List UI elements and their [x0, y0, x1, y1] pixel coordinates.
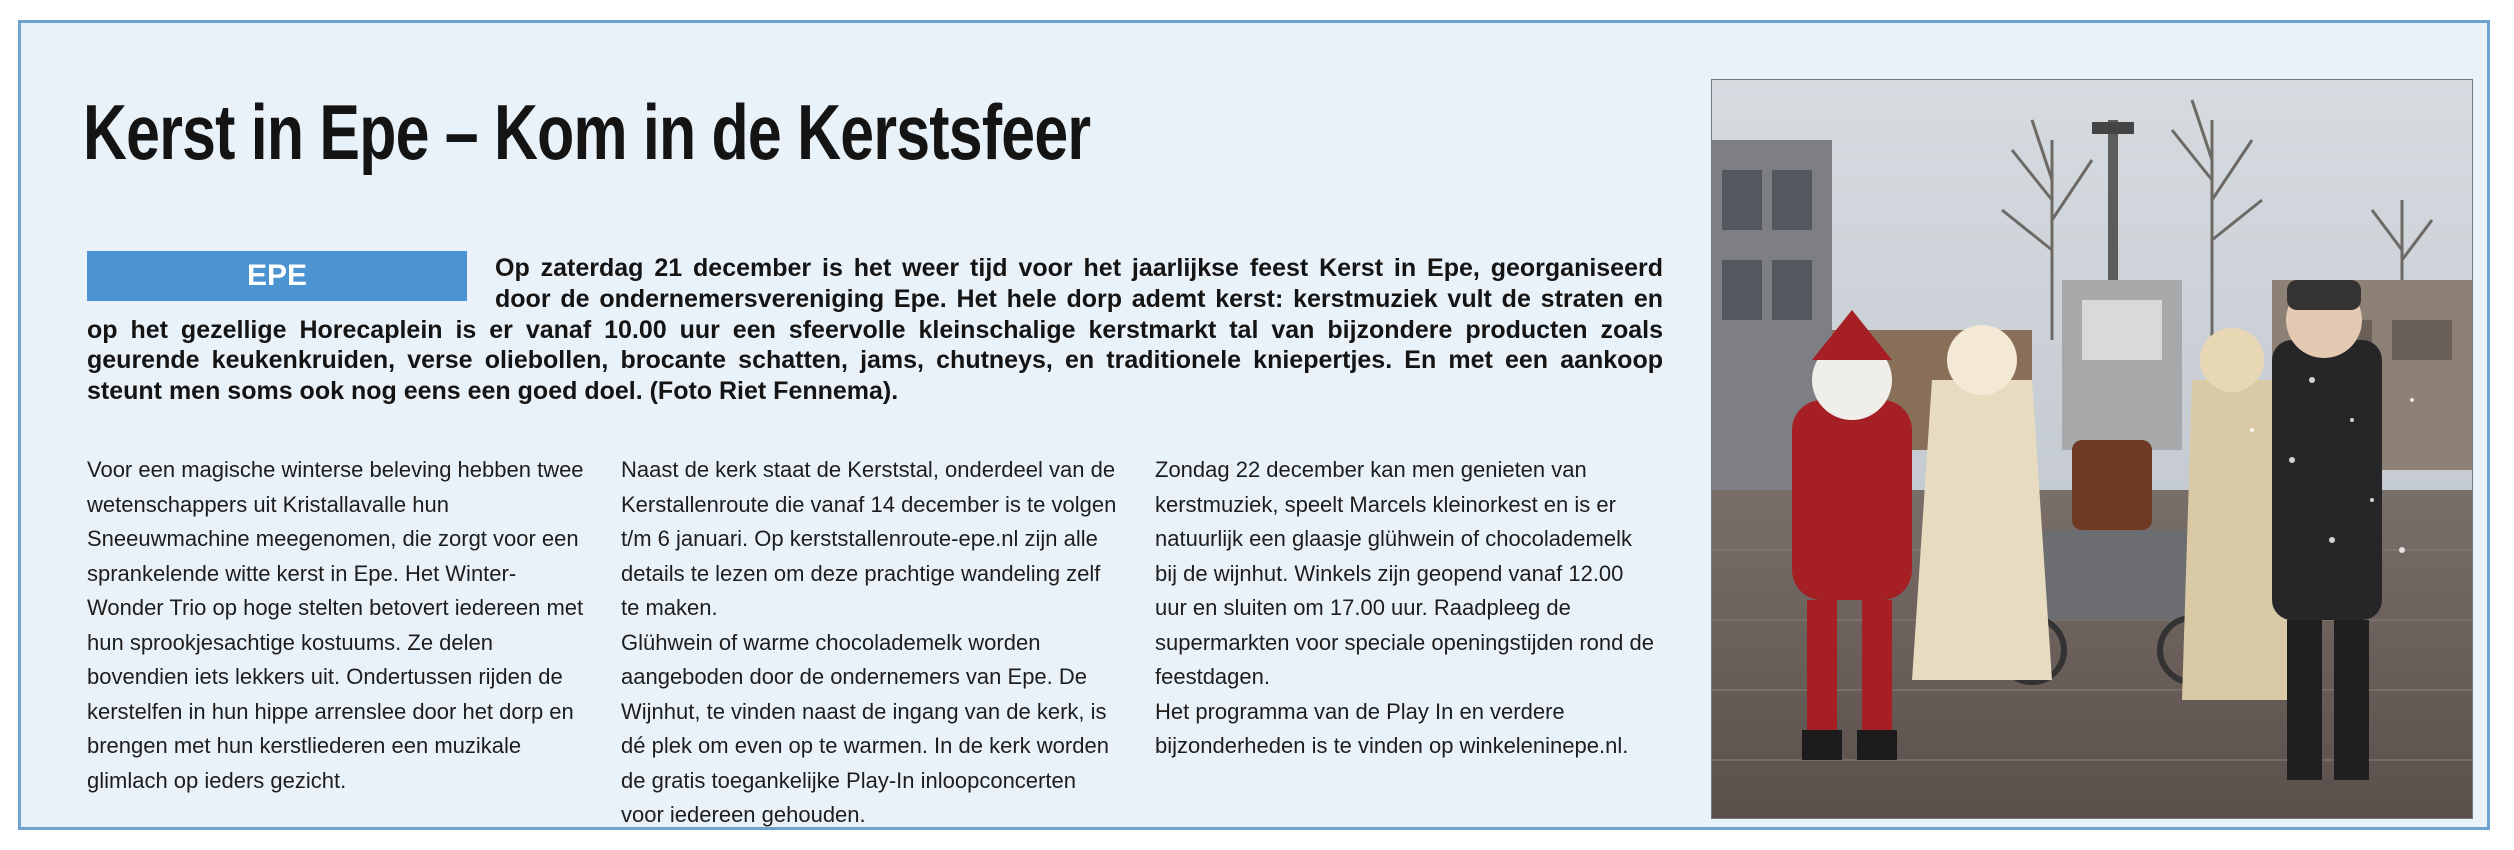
paragraph: Voor een magische winterse beleving hebben twee wetenschappers uit Kristallavalle hun Sneeuwmachine meegenomen, die zorgt voor een sprankelende witte kerst in Epe. Het Winter-Wonder Trio op hoge stelten betovert iedereen met hun sprookjesachtige kostuums. Ze delen bovendien iets lekkers uit. Ondertussen rijden de kerstelfen in hun hippe arrenslee door het dorp en brengen met hun kerstliederen een muzikale glimlach op ieders gezicht. — [87, 457, 584, 793]
article-frame — [18, 20, 2490, 830]
christmas-street-photo — [1712, 80, 2473, 819]
location-tag: EPE — [87, 251, 467, 301]
body-column-3 — [1155, 453, 1655, 764]
paragraph: Naast de kerk staat de Kerststal, onderdeel van de Kerstallenroute die vanaf 14 december is te volgen t/m 6 januari. Op kerststallenroute-epe.nl zijn alle details te lezen om deze prachtige wandeling zelf te maken. — [621, 457, 1117, 620]
paragraph: Glühwein of warme chocolademelk worden aangeboden door de ondernemers van Epe. De Wijnhut, te vinden naast de ingang van de kerk, is dé plek om even op te warmen. In de kerk worden de gratis toegankelijke Play-In inloopconcerten voor iedereen gehouden. — [621, 629, 1109, 827]
article-title: Kerst in Epe – Kom in de Kerstsfeer — [83, 88, 1091, 176]
body-column-1 — [87, 453, 587, 798]
lead-text: Op zaterdag 21 december is het weer tijd voor het jaarlijkse feest Kerst in Epe, georganiseerd door de ondernemersvereniging Epe. Het hele dorp ademt kerst: kerstmuziek vult de straten en op het gezellige Horecaplein is er vanaf 10.00 uur een sfeervolle kleinschalige kerstmarkt tal van bijzondere producten zoals geurende keukenkruiden, verse oliebollen, brocante schatten, jams, chutneys, en traditionele kniepertjes. En met een aankoop steunt men soms ook nog eens een goed doel. (Foto Riet Fennema). — [87, 254, 1663, 406]
article-lead — [87, 253, 1663, 407]
article-photo — [1711, 79, 2473, 819]
body-column-2 — [621, 453, 1121, 833]
paragraph: Het programma van de Play In en verdere bijzonderheden is te vinden op winkeleninepe.nl. — [1155, 698, 1629, 758]
paragraph: Zondag 22 december kan men genieten van kerstmuziek, speelt Marcels kleinorkest en is er natuurlijk een glaasje glühwein of chocolademelk bij de wijnhut. Winkels zijn geopend vanaf 12.00 uur en sluiten om 17.00 uur. Raadpleeg de supermarkten voor speciale openingstijden rond de feestdagen. — [1155, 457, 1654, 689]
